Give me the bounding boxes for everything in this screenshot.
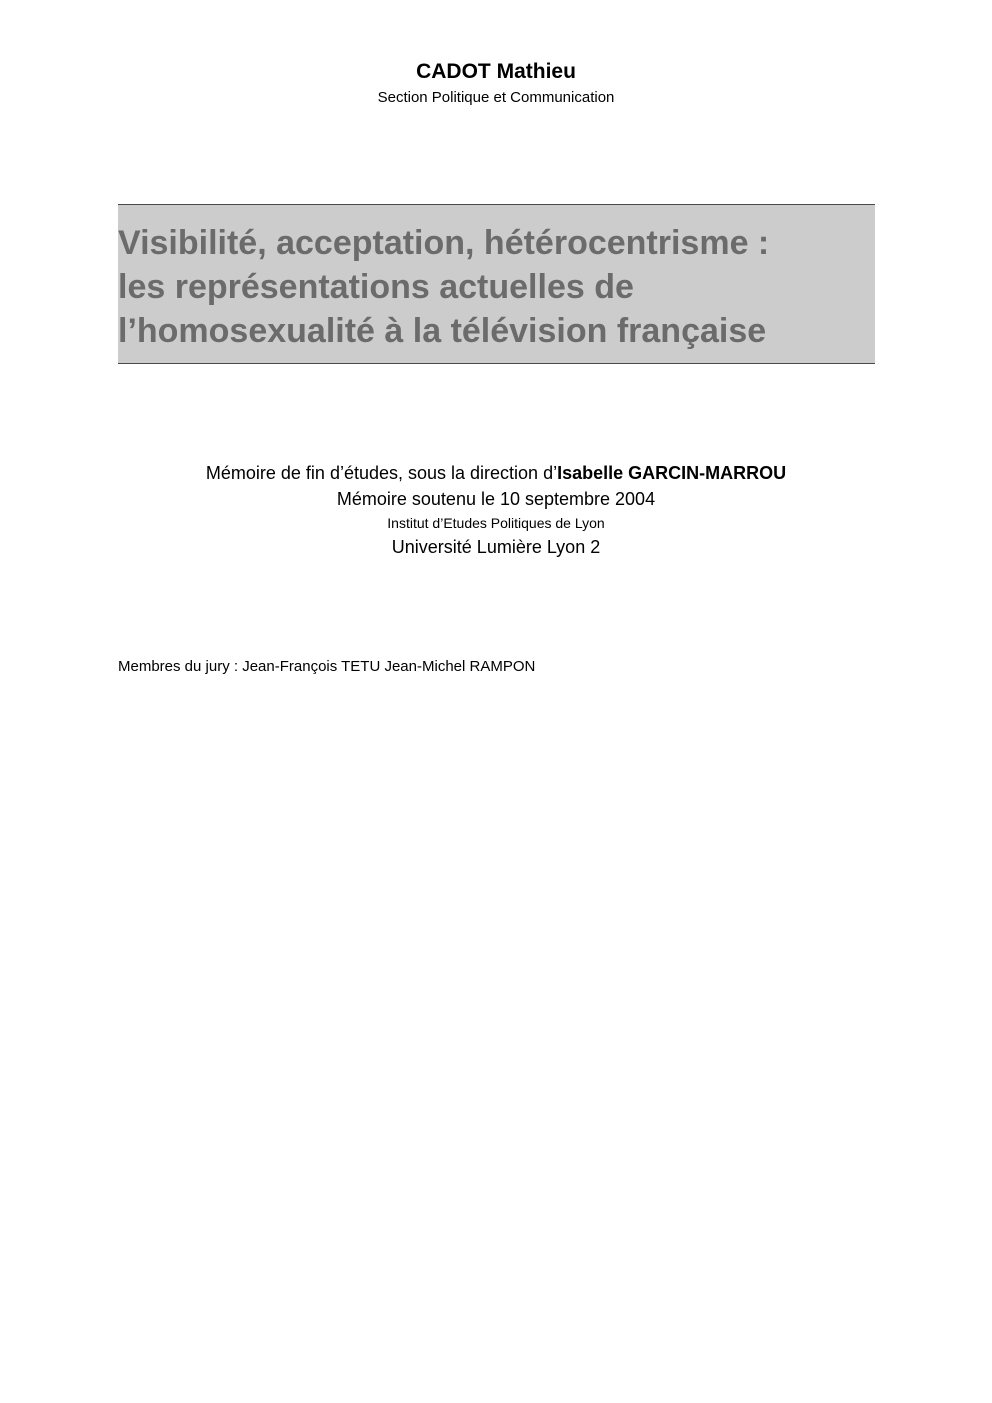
title-line-2: les représentations actuelles de <box>118 268 634 306</box>
memoire-direction <box>0 460 992 486</box>
title-band <box>118 204 875 364</box>
author-block <box>0 58 992 109</box>
director-name: Isabelle GARCIN-MARROU <box>557 463 787 483</box>
title-line-3: l’homosexualité à la télévision française <box>118 312 767 350</box>
university-name: Université Lumière Lyon 2 <box>391 537 601 557</box>
memoire-defense-date: Mémoire soutenu le 10 septembre 2004 <box>336 489 656 509</box>
memoire-block <box>0 460 992 560</box>
author-section: Section Politique et Communication <box>377 89 615 106</box>
institute-name: Institut d’Etudes Politiques de Lyon <box>387 515 605 531</box>
author-name: CADOT Mathieu <box>416 60 576 83</box>
title-line-1: Visibilité, acceptation, hétérocentrisme : <box>118 224 770 262</box>
jury-members: Membres du jury : Jean-François TETU Jean-Michel RAMPON <box>118 658 536 675</box>
direction-prefix: Mémoire de fin d’études, sous la direction d’ <box>205 463 558 483</box>
